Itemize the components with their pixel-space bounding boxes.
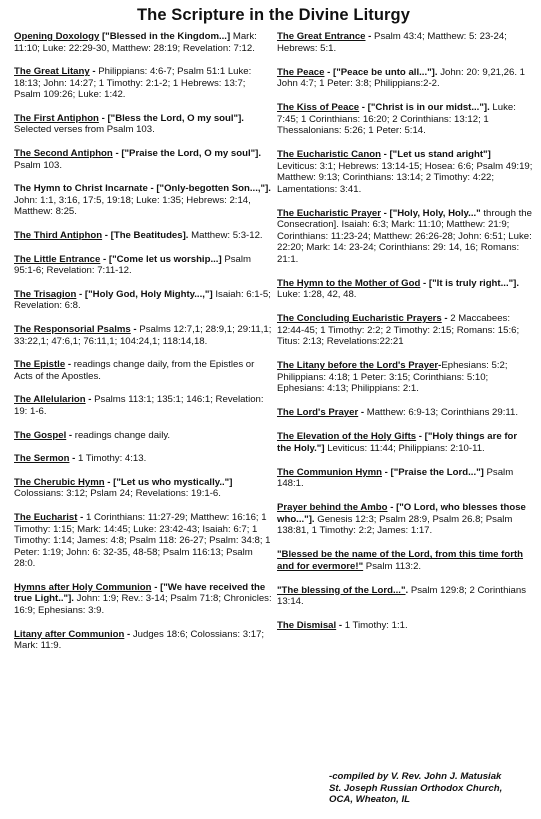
scripture-references: Luke: 7:45; 1 Corinthians: 16:20; 2 Corinthians: 13:12; 1 Thessalonians: 5:26; 1 Peter: 5:14. — [277, 102, 516, 136]
section-name: The Cherubic Hymn — [14, 476, 105, 488]
section-separator: - — [77, 512, 86, 524]
section-separator: - — [130, 324, 140, 335]
section-heading — [277, 467, 484, 478]
section-separator: - — [69, 453, 78, 465]
section-heading — [14, 289, 213, 300]
section-heading — [277, 102, 490, 113]
section-name: The Dismisal — [277, 620, 337, 631]
section-separator: - — [420, 277, 429, 289]
section-separator: - — [336, 620, 345, 631]
section-name: The Great Litany — [14, 66, 90, 78]
section-separator: - — [104, 476, 114, 488]
section-name: Hymns after Holy Communion — [14, 581, 152, 593]
section-separator: - — [358, 407, 367, 418]
section-name: The Eucharistic Prayer — [277, 207, 381, 219]
section-name: The Hymn to Christ Incarnate — [14, 183, 148, 195]
scripture-references: Philippians: 4:6-7; Psalm 51:1 Luke: 18:13; John: 14:27; 1 Timothy: 2:1-2; 1 Hebrews: 13:7; Psalm 109:26; Luke: 1:42. — [14, 66, 252, 101]
section-heading — [14, 394, 94, 405]
scripture-references: Psalm 113:2. — [365, 560, 422, 572]
liturgy-section — [277, 407, 533, 419]
liturgy-section — [277, 431, 533, 454]
scripture-references: Judges 18:6; Colossians: 3:17; Mark: 11:9. — [14, 628, 265, 651]
section-separator: - — [65, 359, 74, 371]
scripture-references: 1 Timothy: 1:1. — [344, 620, 408, 631]
section-name: Litany after Communion — [14, 628, 125, 640]
section-name: Prayer behind the Ambo — [277, 502, 388, 513]
scripture-references: through the Consecration]. Isaiah: 6:3; Mark: 11:10; Matthew: 21:9; Corinthians: 11:23-24; Matthew: 26:26-28; John: 6:51; Luke: 22:20; Mark: 14: 23-24; Corinthians: 29: 14, 16; Romans: 21:1. — [277, 207, 532, 265]
section-name: The Peace — [277, 66, 325, 78]
section-name: The Trisagion — [14, 288, 77, 300]
liturgy-section — [14, 430, 272, 442]
liturgy-section — [14, 582, 272, 617]
scripture-references: readings change daily, from the Epistles or Acts of the Apostles. — [14, 359, 255, 382]
left-column — [14, 31, 272, 664]
section-heading — [277, 620, 345, 631]
liturgy-section — [14, 324, 272, 347]
section-separator: . — [405, 584, 411, 596]
section-heading — [277, 360, 441, 371]
section-quote: ["Let us stand aright"] — [389, 149, 491, 160]
section-separator: - — [66, 429, 75, 441]
section-separator: - — [382, 466, 391, 478]
section-heading — [14, 512, 86, 523]
section-separator: - — [85, 394, 95, 406]
section-quote: ["It is truly right..."]. — [428, 277, 520, 289]
liturgy-section — [277, 313, 533, 348]
scripture-references: Genesis 12:3; Psalm 28:9, Psalm 26.8; Psalm 138:81, 1 Timothy: 2:2; James: 1:17. — [277, 513, 513, 536]
scripture-references: Luke: 1:28, 42, 48. — [277, 289, 357, 300]
section-heading — [14, 453, 78, 464]
section-separator: - — [147, 183, 157, 195]
section-name: The Epistle — [14, 359, 66, 371]
section-quote: ["O Lord, who blesses those who..."]. — [277, 502, 526, 525]
section-separator: - — [416, 431, 425, 442]
section-heading — [14, 430, 75, 441]
section-heading — [277, 407, 367, 418]
section-separator: - — [100, 253, 109, 265]
liturgy-section — [14, 359, 272, 382]
section-heading — [14, 113, 244, 124]
section-heading — [14, 629, 133, 640]
page-title: The Scripture in the Divine Liturgy — [136, 6, 411, 24]
section-quote: [The Beatitudes]. — [110, 229, 189, 241]
scripture-references: 2 Maccabees: 12:44-45; 1 Timothy: 2:2; 2 Timothy: 2:15; Romans: 15:6; Titus: 2:13; Revelations:22:21 — [277, 313, 520, 347]
section-name: The First Antiphon — [14, 112, 99, 124]
section-name: The Second Antiphon — [14, 148, 113, 160]
section-separator: - — [380, 149, 390, 160]
section-heading — [14, 183, 271, 194]
liturgy-section — [277, 278, 533, 301]
section-quote: ["Holy things are for the Holy."] — [277, 431, 518, 454]
section-name: The Eucharistic Canon — [277, 149, 381, 160]
scripture-references: readings change daily. — [74, 429, 171, 441]
credit-line-3: OCA, Wheaton, IL — [329, 794, 411, 806]
columns — [14, 31, 533, 664]
section-name: The Allelularion — [14, 394, 86, 406]
scripture-references: Psalms 113:1; 135:1; 146:1; Revelation: 19: 1-6. — [14, 394, 264, 417]
section-name: The Litany before the Lord's Prayer — [277, 360, 439, 371]
scripture-references: Psalm 43:4; Matthew: 5: 23-24; Hebrews: 5:1. — [277, 31, 507, 54]
section-heading — [277, 208, 481, 219]
right-column — [277, 31, 533, 664]
scripture-references: John: 1:1, 3:16, 17:5, 19:18; Luke: 1:35; Hebrews: 2:14, Matthew: 8:25. — [14, 194, 251, 218]
scripture-references: Ephesians: 5:2; Philippians: 4:18; 1 Peter: 3:15; Corinthians: 5:10; Ephesians: 4:13; Philippians: 2:1. — [277, 360, 508, 394]
liturgy-section — [277, 31, 533, 54]
liturgy-section — [14, 629, 272, 652]
section-heading — [277, 278, 519, 289]
section-quote: ["Holy, Holy, Holy..." — [389, 207, 481, 219]
section-separator: - — [359, 102, 368, 113]
scripture-references: Psalms 12:7,1; 28:9,1; 29:11,1; 33:22,1; 47:6,1; 76:11,1; 104:24,1; 118:14,18. — [14, 324, 272, 347]
scripture-references: Matthew: 6:9-13; Corinthians 29:11. — [366, 407, 519, 418]
scripture-references: Psalm 129:8; 2 Corinthians 13:14. — [277, 584, 527, 607]
section-separator: - — [387, 502, 397, 513]
scripture-references: Psalm 95:1-6; Revelation: 7:11-12. — [14, 253, 251, 277]
section-quote: ["Peace be unto all..."]. — [333, 66, 438, 78]
scripture-references: Psalm 148:1. — [277, 466, 514, 489]
section-name: "The blessing of the Lord..." — [277, 584, 406, 596]
section-name: "Blessed be the name of the Lord, from this time forth and for evermore!" — [277, 549, 524, 572]
section-heading — [14, 477, 232, 488]
section-heading — [14, 148, 261, 159]
liturgy-section — [14, 148, 272, 171]
liturgy-section — [14, 512, 272, 570]
section-name: The Great Entrance — [277, 31, 366, 42]
section-separator: - — [89, 66, 99, 78]
liturgy-section — [277, 620, 533, 632]
liturgy-section — [277, 67, 533, 90]
liturgy-section — [14, 66, 272, 101]
scripture-references: Colossians: 3:12; Pslam 24; Revelations: 19:1-6. — [14, 488, 221, 500]
liturgy-section — [277, 502, 533, 537]
section-heading — [14, 324, 139, 335]
section-quote: ["Blessed in the Kingdom...] — [101, 31, 231, 42]
scripture-references: Selected verses from Psalm 103. — [14, 124, 155, 136]
liturgy-section — [14, 394, 272, 417]
liturgy-section — [14, 183, 272, 218]
section-name: The Communion Hymn — [277, 466, 382, 478]
liturgy-section — [277, 208, 533, 266]
section-separator: - — [98, 112, 108, 124]
section-heading — [14, 359, 74, 370]
section-name: The Third Antiphon — [14, 229, 103, 241]
section-heading — [14, 254, 222, 265]
section-name: The Sermon — [14, 453, 70, 465]
liturgy-section — [14, 453, 272, 465]
section-quote: ["Only-begotten Son...,"]. — [156, 183, 271, 195]
scripture-references: 1 Corinthians: 11:27-29; Matthew: 16:16; 1 Timothy: 1:15; Mark: 14:45; Luke: 23:42-43; Isaiah: 6:7; 1 Timothy: 1:14; James: 4:8; Psalm 118: 26-27; Psalm: 34:8; 1 Peter: 1:19; John: 6: 32-35, 48-58; Psalm 116:13; Psalm 28:0. — [14, 512, 271, 570]
section-separator: - — [438, 360, 442, 371]
section-separator: - — [102, 229, 111, 241]
credit-line-1: -compiled by V. Rev. John J. Matusiak — [329, 771, 502, 782]
liturgy-section — [277, 549, 533, 572]
section-quote: ["Let us who mystically.."] — [113, 476, 233, 488]
scripture-references: 1 Timothy: 4:13. — [77, 453, 147, 465]
section-separator: - — [441, 313, 451, 324]
section-name: Opening Doxology — [14, 31, 100, 42]
section-heading — [14, 230, 188, 241]
section-name: The Elevation of the Holy Gifts — [277, 431, 417, 442]
section-separator: - — [151, 581, 161, 593]
section-name: The Little Entrance — [14, 253, 101, 265]
section-heading — [277, 31, 374, 42]
scripture-references: Isaiah: 6:1-5; Revelation: 6:8. — [14, 288, 271, 312]
section-heading — [14, 66, 98, 77]
scripture-references: Leviticus: 3:1; Hebrews: 13:14-15; Hosea: 6:6; Psalm 49:19; Matthew: 9:13; Corinthians: 13:14; 2 Timothy: 4:22; Lamentations: 3:41. — [277, 160, 533, 195]
section-separator: - — [365, 31, 375, 42]
section-quote: ["Come let us worship...] — [108, 253, 222, 265]
scripture-references: John: 1:9; Rev.: 3-14; Psalm 71:8; Chronicles: 16:9; Ephesians: 3:9. — [14, 593, 272, 616]
credit-line-2: St. Joseph Russian Orthodox Church, — [329, 782, 503, 794]
section-quote: ["Holy God, Holy Mighty...,"] — [84, 288, 213, 300]
compiler-credit — [329, 771, 529, 806]
section-heading — [14, 31, 230, 42]
section-quote: ["Bless the Lord, O my soul"]. — [107, 112, 244, 124]
section-name: The Hymn to the Mother of God — [277, 277, 421, 289]
liturgy-section — [277, 467, 533, 490]
liturgy-section — [277, 585, 533, 608]
liturgy-section — [14, 113, 272, 136]
liturgy-section — [14, 31, 272, 54]
liturgy-section — [277, 149, 533, 195]
section-quote: ["Praise the Lord, O my soul"]. — [121, 148, 262, 160]
section-quote: ["We have received the true Light.."]. — [14, 581, 266, 605]
section-separator: - — [324, 66, 333, 78]
liturgy-section — [14, 477, 272, 500]
liturgy-section — [14, 230, 272, 242]
section-heading — [277, 149, 491, 160]
section-heading — [277, 67, 438, 78]
liturgy-section — [277, 102, 533, 137]
section-separator: - — [112, 148, 122, 160]
section-name: The Responsorial Psalms — [14, 324, 131, 335]
liturgy-section — [14, 289, 272, 312]
section-quote: ["Praise the Lord..."] — [390, 466, 484, 478]
liturgy-section — [14, 254, 272, 277]
scripture-references: Psalm 103. — [14, 159, 62, 171]
section-separator: - — [76, 288, 85, 300]
section-heading — [277, 585, 411, 596]
scripture-references: Mark: 11:10; Luke: 22:29-30, Matthew: 28:19; Revelation: 7:12. — [14, 31, 257, 54]
section-quote: ["Christ is in our midst..."]. — [367, 102, 490, 113]
section-name: The Concluding Eucharistic Prayers — [277, 313, 442, 324]
liturgy-section — [277, 360, 533, 395]
section-name: The Gospel — [14, 429, 67, 441]
section-separator: - — [124, 628, 133, 640]
scripture-references: Matthew: 5:3-12. — [188, 229, 263, 241]
section-name: The Lord's Prayer — [277, 407, 359, 418]
scripture-references: Leviticus: 11:44; Philippians: 2:10-11. — [324, 442, 485, 454]
section-heading — [277, 313, 450, 324]
scripture-references: John: 20: 9,21,26. 1 John 4:7; 1 Peter: 3:8; Philippians:2-2. — [277, 66, 526, 89]
section-separator: - — [380, 207, 390, 219]
section-name: The Eucharist — [14, 512, 78, 524]
section-name: The Kiss of Peace — [277, 102, 360, 113]
